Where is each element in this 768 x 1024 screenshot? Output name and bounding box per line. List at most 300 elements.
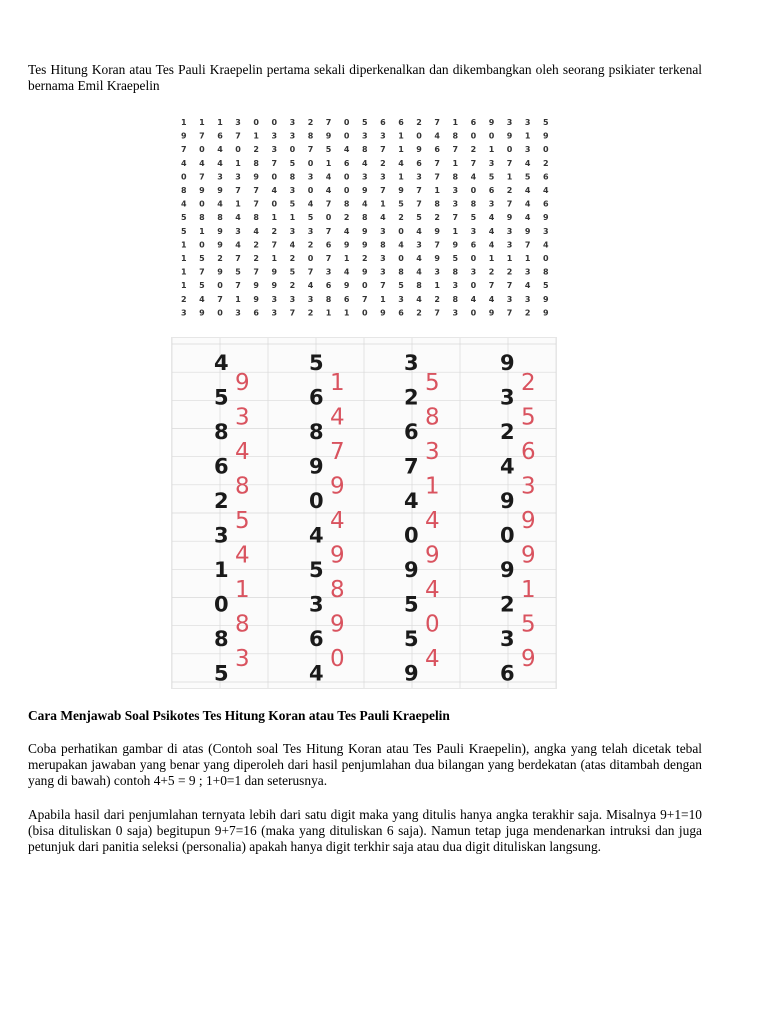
grid-digit: 4 [416, 226, 422, 236]
grid-digit: 3 [434, 267, 440, 277]
grid-digit: 3 [506, 226, 513, 236]
grid-digit: 1 [343, 308, 350, 318]
answer-digit: 8 [330, 577, 345, 603]
grid-digit: 1 [506, 172, 513, 182]
answer-digit: 5 [521, 611, 536, 638]
answer-digit: 1 [330, 370, 345, 396]
answer-digit: 9 [521, 542, 536, 569]
grid-digit: 2 [434, 294, 440, 304]
grid-digit: 0 [362, 281, 368, 291]
grid-digit: 7 [235, 131, 241, 141]
grid-digit: 2 [343, 213, 350, 223]
question-digit: 5 [404, 592, 419, 617]
grid-digit: 4 [416, 267, 422, 277]
question-digit: 6 [309, 385, 324, 410]
answer-digit: 5 [235, 508, 250, 534]
grid-digit: 5 [524, 172, 531, 182]
grid-digit: 6 [470, 118, 477, 127]
question-digit: 5 [214, 661, 229, 686]
grid-digit: 1 [488, 254, 495, 263]
grid-digit: 4 [235, 240, 241, 250]
grid-digit: 3 [524, 145, 531, 155]
grid-digit: 4 [343, 267, 350, 277]
grid-digit: 2 [543, 158, 549, 168]
grid-digit: 7 [325, 226, 332, 236]
grid-digit: 9 [343, 281, 350, 291]
grid-digit: 4 [217, 158, 223, 168]
question-digit: 9 [404, 661, 419, 686]
answer-digit: 9 [521, 508, 536, 534]
grid-digit: 0 [307, 186, 314, 195]
grid-digit: 7 [325, 118, 332, 127]
grid-digit: 4 [488, 226, 495, 236]
grid-digit: 9 [506, 213, 513, 223]
grid-digit: 6 [416, 158, 422, 168]
grid-digit: 3 [452, 186, 459, 195]
grid-digit: 4 [416, 294, 422, 304]
question-digit: 7 [404, 454, 419, 479]
grid-digit: 7 [434, 172, 440, 182]
grid-digit: 7 [452, 145, 459, 155]
grid-digit: 9 [217, 267, 223, 277]
grid-digit: 2 [434, 213, 440, 223]
answer-example-grid [172, 338, 556, 688]
grid-digit: 0 [362, 308, 368, 318]
grid-digit: 1 [235, 199, 241, 209]
grid-digit: 1 [434, 186, 440, 195]
grid-digit: 7 [380, 145, 386, 155]
grid-digit: 4 [307, 281, 314, 291]
grid-digit: 8 [253, 213, 259, 223]
grid-digit: 9 [253, 294, 259, 304]
question-digit: 6 [404, 420, 419, 444]
answer-digit: 1 [235, 577, 250, 603]
grid-digit: 3 [470, 226, 477, 236]
grid-digit: 2 [271, 226, 278, 236]
grid-digit: 4 [253, 226, 259, 236]
grid-digit: 7 [235, 254, 241, 263]
grid-digit: 6 [543, 199, 549, 209]
grid-digit: 9 [271, 267, 278, 277]
grid-digit: 3 [524, 294, 531, 304]
grid-digit: 7 [506, 281, 513, 291]
grid-digit: 9 [524, 226, 531, 236]
grid-digit: 0 [343, 131, 350, 141]
grid-digit: 8 [452, 267, 459, 277]
grid-digit: 3 [307, 226, 314, 236]
grid-digit: 9 [253, 172, 259, 182]
grid-digit: 5 [235, 267, 241, 277]
grid-digit: 5 [289, 199, 296, 209]
grid-digit: 9 [217, 186, 223, 195]
grid-digit: 2 [253, 145, 259, 155]
grid-digit: 1 [524, 254, 531, 263]
grid-digit: 7 [199, 131, 205, 141]
grid-digit: 3 [235, 226, 241, 236]
answer-digit: 7 [330, 439, 345, 465]
grid-digit: 6 [543, 172, 549, 182]
intro-paragraph: Tes Hitung Koran atau Tes Pauli Kraepelin pertama sekali diperkenalkan dan dikembangkan oleh seorang psikiater terkenal bernama Emil Kraepelin [28, 62, 702, 93]
grid-digit: 7 [506, 158, 513, 168]
answer-digit: 9 [235, 370, 250, 396]
answer-digit: 4 [235, 542, 250, 569]
grid-digit: 7 [271, 240, 278, 250]
grid-digit: 7 [452, 213, 459, 223]
question-digit: 6 [309, 627, 324, 651]
grid-digit: 3 [506, 294, 513, 304]
grid-digit: 7 [325, 199, 332, 209]
question-digit: 9 [309, 454, 324, 479]
grid-digit: 1 [506, 254, 513, 263]
grid-digit: 3 [289, 131, 296, 141]
grid-digit: 0 [199, 199, 205, 209]
answer-digit: 0 [425, 611, 440, 638]
grid-digit: 3 [506, 240, 513, 250]
question-digit: 4 [500, 454, 515, 479]
grid-digit: 2 [307, 118, 314, 127]
grid-digit: 9 [217, 226, 223, 236]
answer-digit: 8 [235, 611, 250, 638]
grid-digit: 0 [235, 145, 241, 155]
grid-digit: 8 [380, 240, 386, 250]
grid-digit: 3 [380, 254, 386, 263]
grid-digit: 9 [488, 308, 495, 318]
grid-digit: 7 [199, 172, 205, 182]
grid-digit: 9 [543, 213, 549, 223]
grid-digit: 5 [362, 118, 368, 127]
answer-digit: 3 [235, 646, 250, 672]
grid-digit: 1 [524, 131, 531, 141]
grid-digit: 6 [470, 240, 477, 250]
grid-digit: 1 [325, 158, 332, 168]
answer-digit: 4 [330, 404, 345, 431]
grid-digit: 9 [253, 281, 259, 291]
grid-digit: 1 [199, 226, 205, 236]
answer-digit: 1 [425, 473, 440, 500]
grid-digit: 9 [271, 281, 278, 291]
grid-digit: 7 [506, 308, 513, 318]
grid-digit: 3 [289, 226, 296, 236]
grid-digit: 9 [217, 240, 223, 250]
grid-digit: 7 [434, 240, 440, 250]
grid-digit: 0 [543, 254, 549, 263]
grid-digit: 9 [362, 226, 368, 236]
question-digit: 9 [500, 351, 515, 375]
grid-digit: 3 [271, 308, 278, 318]
grid-digit: 2 [398, 213, 404, 223]
grid-digit: 1 [452, 158, 459, 168]
grid-digit: 1 [343, 254, 350, 263]
grid-digit: 2 [506, 267, 513, 277]
grid-digit: 2 [307, 240, 314, 250]
answer-digit: 9 [330, 473, 345, 500]
grid-digit: 7 [253, 267, 259, 277]
question-digit: 3 [500, 627, 515, 651]
question-digit: 3 [309, 592, 324, 617]
grid-digit: 7 [470, 158, 477, 168]
section-heading: Cara Menjawab Soal Psikotes Tes Hitung Koran atau Tes Pauli Kraepelin [28, 708, 450, 723]
grid-digit: 7 [181, 145, 187, 155]
grid-digit: 3 [452, 308, 459, 318]
grid-digit: 6 [343, 158, 350, 168]
grid-digit: 4 [217, 145, 223, 155]
grid-digit: 8 [217, 213, 223, 223]
grid-digit: 4 [181, 158, 187, 168]
grid-digit: 8 [199, 213, 205, 223]
grid-digit: 1 [253, 131, 259, 141]
grid-digit: 2 [307, 308, 314, 318]
grid-digit: 9 [452, 240, 459, 250]
grid-digit: 0 [271, 118, 278, 127]
question-digit: 9 [404, 558, 419, 582]
question-digit: 4 [404, 489, 419, 513]
grid-digit: 2 [217, 254, 223, 263]
grid-digit: 6 [380, 118, 386, 127]
grid-digit: 4 [524, 213, 531, 223]
question-digit: 3 [500, 385, 515, 410]
question-digit: 1 [214, 558, 229, 582]
rule-paragraph: Apabila hasil dari penjumlahan ternyata lebih dari satu digit maka yang ditulis hanya angka terakhir saja. Misalnya 9+1=10 (bisa dituliskan 0 saja) begitupun 9+7=16 (maka yang dituliskan 6 saja). Namun tetap juga mendenarkan intruksi dan juga petunjuk dari panitia seleksi (personalia) apakah hanya digit terkhir saja atau dua digit dituliskan langsung. [28, 807, 702, 854]
question-digit: 9 [500, 558, 515, 582]
question-digit: 4 [214, 351, 229, 375]
answer-digit: 5 [521, 404, 536, 431]
grid-digit: 3 [289, 186, 296, 195]
answer-digit: 9 [521, 646, 536, 672]
answer-digit: 5 [425, 370, 440, 396]
grid-digit: 3 [452, 281, 459, 291]
question-digit: 2 [214, 489, 229, 513]
grid-digit: 4 [325, 172, 332, 182]
grid-digit: 0 [470, 131, 477, 141]
grid-digit: 3 [524, 267, 531, 277]
grid-digit: 4 [434, 131, 440, 141]
grid-digit: 2 [416, 308, 422, 318]
question-digit: 5 [309, 351, 324, 375]
grid-digit: 5 [181, 226, 187, 236]
grid-digit: 4 [488, 240, 495, 250]
grid-digit: 3 [380, 172, 386, 182]
grid-digit: 2 [380, 158, 386, 168]
grid-digit: 6 [398, 118, 404, 127]
grid-digit: 8 [325, 294, 332, 304]
grid-digit: 8 [452, 294, 459, 304]
grid-digit: 3 [325, 267, 332, 277]
grid-digit: 3 [362, 131, 368, 141]
grid-digit: 6 [488, 186, 495, 195]
grid-digit: 2 [416, 118, 422, 127]
grid-digit: 3 [506, 118, 513, 127]
grid-digit: 3 [452, 199, 459, 209]
grid-digit: 9 [325, 131, 332, 141]
grid-digit: 3 [416, 172, 422, 182]
grid-digit: 0 [488, 131, 495, 141]
grid-digit: 4 [524, 281, 531, 291]
grid-digit: 4 [325, 186, 332, 195]
grid-digit: 4 [398, 158, 404, 168]
question-digit: 3 [214, 523, 229, 548]
grid-digit: 7 [307, 267, 314, 277]
grid-digit: 4 [398, 240, 404, 250]
grid-digit: 4 [524, 158, 531, 168]
grid-digit: 0 [217, 308, 223, 318]
grid-digit: 0 [343, 186, 350, 195]
grid-digit: 0 [470, 281, 477, 291]
grid-digit: 3 [307, 172, 314, 182]
grid-digit: 3 [181, 308, 187, 318]
grid-digit: 7 [380, 281, 386, 291]
grid-digit: 0 [470, 308, 477, 318]
question-digit: 6 [500, 661, 515, 686]
grid-digit: 5 [325, 145, 332, 155]
grid-digit: 4 [235, 213, 241, 223]
grid-digit: 1 [452, 226, 459, 236]
grid-digit: 0 [271, 199, 278, 209]
grid-digit: 4 [343, 226, 350, 236]
grid-digit: 0 [343, 172, 350, 182]
grid-digit: 9 [343, 240, 350, 250]
grid-digit: 0 [325, 213, 332, 223]
grid-digit: 4 [343, 145, 350, 155]
grid-digit: 3 [398, 294, 404, 304]
grid-digit: 3 [271, 145, 278, 155]
grid-digit: 7 [307, 145, 314, 155]
grid-digit: 1 [380, 294, 386, 304]
grid-digit: 2 [524, 308, 531, 318]
grid-digit: 2 [289, 254, 296, 263]
grid-digit: 0 [398, 226, 404, 236]
grid-digit: 8 [452, 172, 459, 182]
grid-digit: 9 [362, 240, 368, 250]
grid-digit: 3 [488, 199, 495, 209]
grid-digit: 9 [434, 226, 440, 236]
answer-digit: 9 [425, 542, 440, 569]
question-digit: 3 [404, 351, 419, 375]
grid-digit: 5 [488, 172, 495, 182]
grid-digit: 8 [343, 199, 350, 209]
grid-digit: 4 [470, 294, 477, 304]
grid-digit: 6 [398, 308, 404, 318]
grid-digit: 5 [199, 254, 205, 263]
answer-digit: 2 [521, 370, 536, 396]
grid-digit: 7 [199, 267, 205, 277]
grid-digit: 6 [434, 145, 440, 155]
grid-digit: 3 [470, 267, 477, 277]
grid-digit: 9 [488, 118, 495, 127]
grid-digit: 7 [434, 308, 440, 318]
grid-digit: 0 [506, 145, 513, 155]
grid-digit: 0 [307, 254, 314, 263]
grid-digit: 3 [289, 294, 296, 304]
grid-digit: 4 [416, 254, 422, 263]
grid-digit: 9 [199, 186, 205, 195]
grid-digit: 6 [217, 131, 223, 141]
grid-digit: 3 [307, 294, 314, 304]
grid-digit: 7 [253, 199, 259, 209]
answer-digit: 3 [235, 404, 250, 431]
grid-digit: 8 [416, 281, 422, 291]
question-digit: 0 [404, 523, 419, 548]
question-digit: 8 [309, 420, 324, 444]
grid-digit: 5 [398, 199, 404, 209]
grid-digit: 9 [398, 186, 404, 195]
grid-digit: 1 [271, 254, 278, 263]
grid-digit: 0 [199, 145, 205, 155]
question-digit: 4 [309, 523, 324, 548]
grid-digit: 3 [488, 158, 495, 168]
grid-digit: 0 [217, 281, 223, 291]
grid-digit: 5 [289, 267, 296, 277]
grid-digit: 4 [271, 186, 278, 195]
grid-digit: 1 [181, 254, 187, 263]
grid-digit: 2 [253, 254, 259, 263]
grid-digit: 4 [307, 199, 314, 209]
answer-digit: 1 [521, 577, 536, 603]
answer-digit: 8 [235, 473, 250, 500]
question-digit: 0 [309, 489, 324, 513]
grid-digit: 1 [380, 199, 386, 209]
grid-digit: 3 [235, 308, 241, 318]
question-digit: 2 [500, 592, 515, 617]
question-digit: 0 [214, 592, 229, 617]
grid-digit: 3 [524, 118, 531, 127]
grid-digit: 1 [398, 172, 404, 182]
grid-digit: 0 [543, 145, 549, 155]
explanation-paragraph: Coba perhatikan gambar di atas (Contoh soal Tes Hitung Koran atau Tes Pauli Kraepelin), angka yang telah dicetak tebal merupakan jawaban yang benar yang diperoleh dari hasil penjumlahan dua bilangan yang berdekatan (atas ditambah dengan yang di bawah) contoh 4+5 = 9 ; 1+0=1 dan seterusnya. [28, 741, 702, 788]
grid-digit: 4 [199, 294, 205, 304]
grid-digit: 2 [253, 240, 259, 250]
grid-digit: 9 [543, 294, 549, 304]
grid-digit: 0 [343, 118, 350, 127]
grid-digit: 9 [543, 131, 549, 141]
grid-digit: 3 [271, 294, 278, 304]
grid-digit: 4 [217, 199, 223, 209]
grid-digit: 2 [470, 145, 477, 155]
grid-digit: 0 [289, 145, 296, 155]
grid-digit: 1 [488, 145, 495, 155]
grid-digit: 7 [416, 186, 422, 195]
grid-digit: 1 [271, 213, 278, 223]
grid-digit: 5 [199, 281, 205, 291]
grid-digit: 2 [488, 267, 495, 277]
grid-digit: 5 [543, 118, 549, 127]
grid-digit: 3 [380, 267, 386, 277]
grid-digit: 4 [488, 213, 495, 223]
grid-digit: 8 [362, 145, 368, 155]
grid-digit: 9 [199, 308, 205, 318]
grid-digit: 3 [271, 131, 278, 141]
grid-digit: 2 [289, 281, 296, 291]
grid-digit: 7 [524, 240, 531, 250]
grid-digit: 7 [362, 294, 368, 304]
grid-digit: 1 [235, 294, 241, 304]
grid-digit: 1 [181, 240, 187, 250]
grid-digit: 1 [452, 118, 459, 127]
grid-digit: 9 [416, 145, 422, 155]
kraepelin-sample-grid [175, 111, 559, 319]
grid-digit: 3 [362, 172, 368, 182]
grid-digit: 5 [181, 213, 187, 223]
grid-digit: 0 [470, 186, 477, 195]
grid-digit: 4 [199, 158, 205, 168]
grid-digit: 3 [235, 118, 241, 127]
grid-digit: 1 [235, 158, 241, 168]
grid-digit: 8 [543, 267, 549, 277]
grid-digit: 7 [325, 254, 332, 263]
grid-digit: 2 [181, 294, 187, 304]
grid-digit: 3 [380, 226, 386, 236]
grid-digit: 4 [470, 172, 477, 182]
answer-digit: 9 [330, 611, 345, 638]
